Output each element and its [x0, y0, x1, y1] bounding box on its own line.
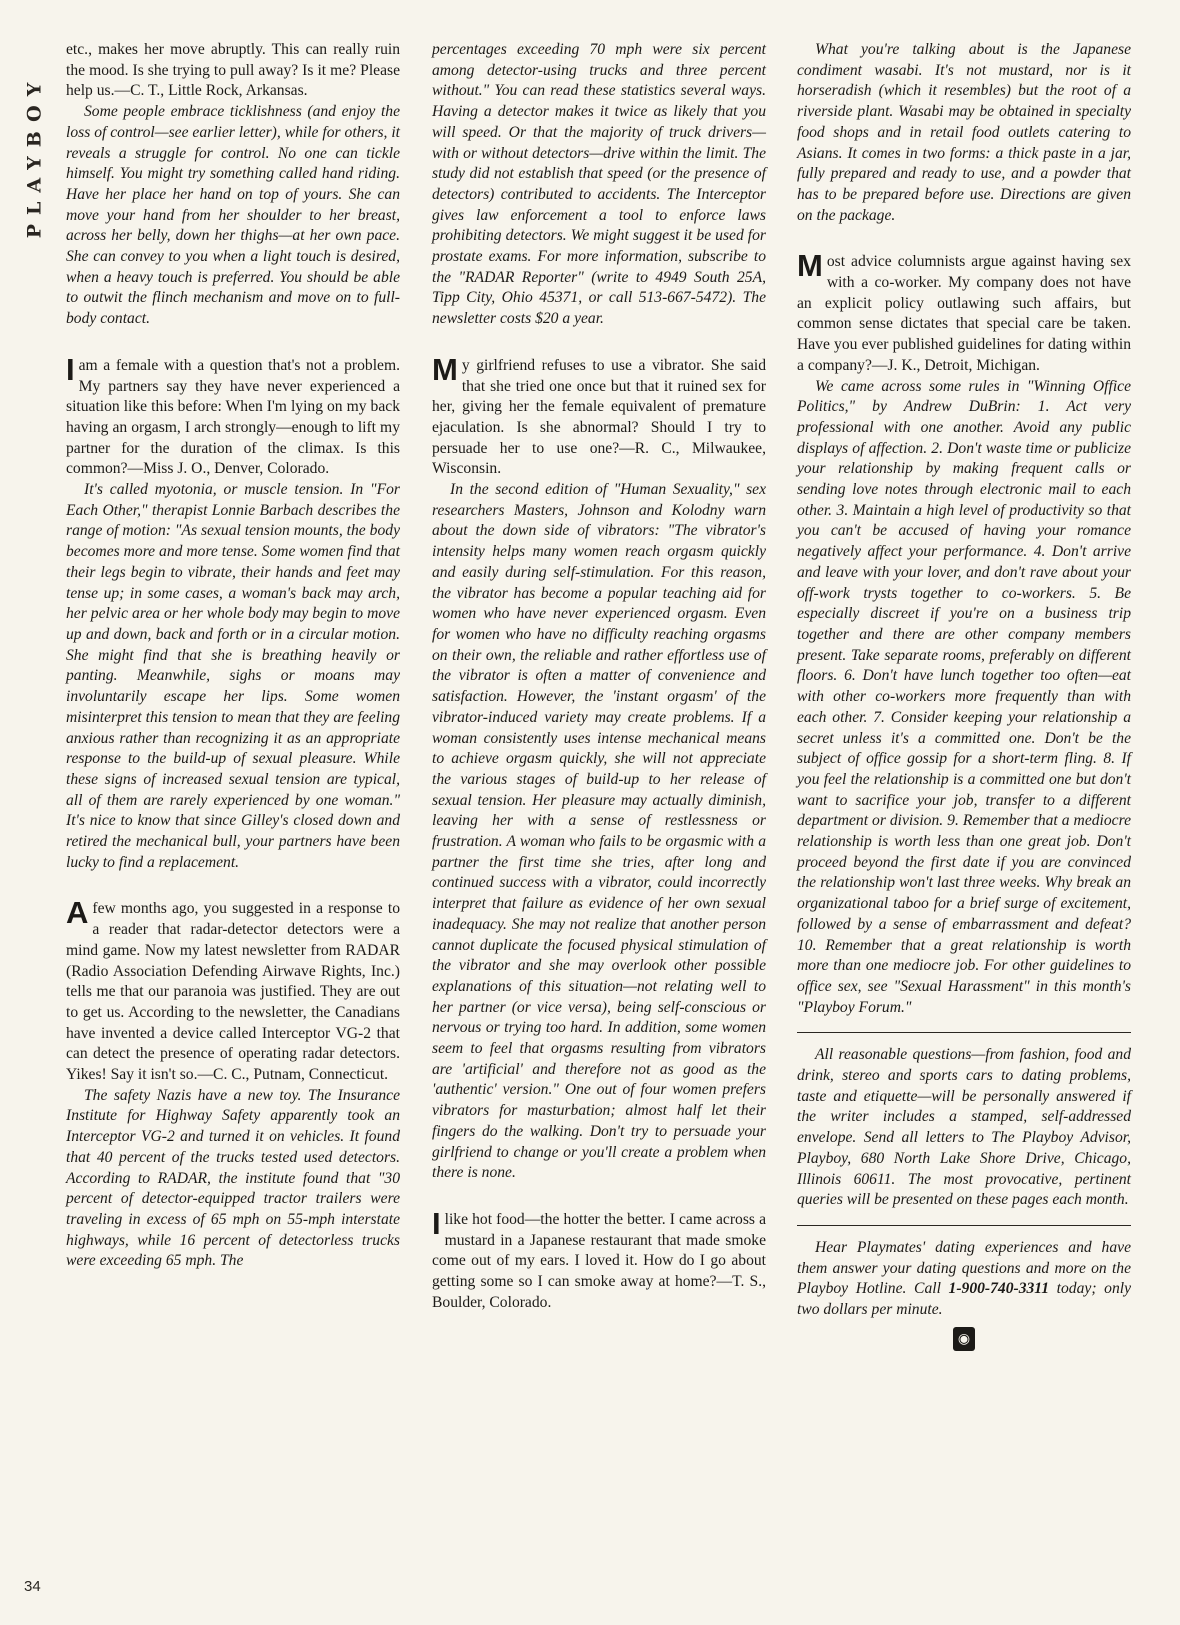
hotline-phone: 1-900-740-3311 — [948, 1280, 1050, 1298]
question-text: A few months ago, you suggested in a response to a reader that radar-detector detectors were a mind game. Now my latest newsletter from RADAR (Radio Association Defending Airwave Rights, Inc.) tells me that our paranoia was justified. They are out to get us. According to the newsletter, the Canadians have invented a device called Interceptor VG-2 that can detect the presence of operating radar detectors. Yikes! Say it isn't so.—C. C., Putnam, Connecticut. — [66, 895, 400, 1084]
drop-cap: I — [66, 351, 75, 387]
divider — [797, 1032, 1131, 1033]
answer-text: Some people embrace ticklishness (and enjoy the loss of control—see earlier letter), while for others, it reveals a struggle for control. No one can tickle himself. You might try something called hand riding. Have her place her hand on top of yours. She can move your hand from her shoulder to her breast, across her belly, down her thighs—at her own pace. She can convey to you when a light touch is desired, when a heavy touch is preferred. You should be able to outwit the flinch mechanism and move on to full-body contact. — [66, 103, 400, 328]
divider — [797, 1225, 1131, 1226]
magazine-side-label — [22, 36, 46, 276]
question-text: I am a female with a question that's not a problem. My partners say they have never experienced a situation like this before: When I'm lying on my back having an orgasm, I arch strongly—enough to lift my partner for the duration of the climax. Is this common?—Miss J. O., Denver, Colorado. — [66, 351, 400, 478]
question-text: My girlfriend refuses to use a vibrator. She said that she tried one once but that it ruined sex for her, giving her the female equivalent of premature ejaculation. Is she abnormal? Should I try to persuade her to use one?—R. C., Milwaukee, Wisconsin. — [432, 351, 766, 478]
answer-text: We came across some rules in "Winning Office Politics," by Andrew DuBrin: 1. Act very professional with one another. Avoid any public displays of affection. 2. Don't waste time or publicize your relationship by making frequent calls or sending love notes through electronic mail to each other. 3. Maintain a high level of productivity so that you can't be accused of having your romance negatively affect your performance. 4. Don't arrive and leave with your lover, and don't rave about your off-work trysts together to co-workers. 5. Be especially discreet if you're on a business trip together and there are other company members present. Take separate rooms, preferably on different floors. 6. Don't have lunch together too often—eat with other co-workers more frequently than with each other. 7. Consider keeping your relationship a secret unless it's a committed one. Don't be the subject of office gossip for a short-term fling. 8. If you feel the relationship is a committed one but don't want to sacrifice your job, transfer to a different department or division. 9. Remember that a mediocre relationship is worth less than one great job. Don't proceed beyond the first date if you are convinced the relationship won't last three weeks. Why break an organizational taboo for a brief surge of excitement, followed by a sense of embarrassment and defeat? 10. Remember that a great relationship is worth more than one mediocre job. For other guidelines to office sex, see "Sexual Harassment" in this month's "Playboy Forum." — [797, 377, 1131, 1016]
answer-text: What you're talking about is the Japanese condiment wasabi. It's not mustard, nor is it horseradish (which it resembles) but the root of a riverside plant. Wasabi may be obtained in specialty food shops and in retail food outlets catering to Asians. It comes in two forms: a thick paste in a jar, fully prepared and ready to use, and a powder that has to be prepared before use. Directions are given on the package. — [797, 41, 1131, 224]
answer-text: percentages exceeding 70 mph were six percent among detector-using trucks and three percent without." You can read these statistics several ways. Having a detector makes it twice as likely that you will speed. Or that the majority of truck drivers—with or without detectors—drive within the limit. The study did not establish that speed (or the presence of detectors) contributed to accidents. The Interceptor gives law enforcement a tool to enforce laws prohibiting detectors. We might suggest it be used for prostate exams. For more information, subscribe to the "RADAR Reporter" (write to 4949 South 25A, Tipp City, Ohio 45371, or call 513-667-5472). The newsletter costs $20 a year. — [432, 41, 766, 328]
column-2 — [432, 40, 766, 1313]
drop-cap: M — [432, 351, 458, 387]
hotline-box: Hear Playmates' dating experiences and have them answer your dating questions and more on the Playboy Hotline. Call 1-900-740-3311 today; only two dollars per minute. — [797, 1238, 1131, 1319]
drop-cap: I — [432, 1205, 441, 1241]
rabbit-logo-icon: ◉ — [953, 1327, 975, 1351]
column-3 — [797, 40, 1131, 1351]
question-text: etc., makes her move abruptly. This can really ruin the mood. Is she trying to pull away? Is it me? Please help us.—C. T., Little Rock, Arkansas. — [66, 41, 400, 100]
question-text: I like hot food—the hotter the better. I came across a mustard in a Japanese restaurant that made smoke come out of my ears. I loved it. How do I go about getting some so I can smoke away at home?—T. S., Boulder, Colorado. — [432, 1205, 766, 1311]
answer-text: The safety Nazis have a new toy. The Insurance Institute for Highway Safety apparently took an Interceptor VG-2 and turned it on vehicles. It found that 40 percent of the trucks tested used detectors. According to RADAR, the institute found that "30 percent of detector-equipped tractor trailers were traveling in excess of 65 mph on 55-mph interstate highways, while 16 percent of detectorless trucks were exceeding 65 mph. The — [66, 1086, 400, 1270]
drop-cap: M — [797, 248, 823, 284]
drop-cap: A — [66, 895, 89, 931]
question-text: Most advice columnists argue against having sex with a co-worker. My company does not have an explicit policy outlawing such affairs, but common sense dictates that special care be taken. Have you ever published guidelines for dating within a company?—J. K., Detroit, Michigan. — [797, 248, 1131, 374]
page-number: 34 — [24, 1578, 41, 1595]
column-1 — [66, 40, 400, 1272]
answer-text: In the second edition of "Human Sexuality," sex researchers Masters, Johnson and Kolodny warn about the down side of vibrators: "The vibrator's intensity helps many women reach orgasm quickly and easily during self-stimulation. For this reason, the vibrator has become a popular teaching aid for women who have never experienced orgasm. Even for women who have no difficulty reaching orgasms on their own, the reliable and rather effortless use of the vibrator is often a matter of convenience and satisfaction. However, the 'instant orgasm' of the vibrator-induced variety may create problems. If a woman consistently uses intense mechanical means to achieve orgasm quickly, she will not appreciate the various stages of build-up to her release of sexual tension. Her pleasure may actually diminish, leaving her with a sense of restlessness or frustration. A woman who fails to be orgasmic with a partner the first time she tries, after long and continued success with a vibrator, could incorrectly interpret that failure as evidence of her own sexual inadequacy. She may not realize that another person cannot duplicate the focused physical stimulation of the vibrator and she may overlook other possible explanations of this situation—not relating well to her partner (or vice versa), being self-conscious or nervous or trying too hard. In addition, some women seem to feel that orgasms resulting from vibrators are 'artificial' and therefore not as good as the 'authentic' version." One out of four women prefers vibrators for masturbation; almost half let their fingers do the walking. Don't try to persuade your girlfriend to change or you'll create a problem when there is none. — [432, 481, 766, 1182]
advisor-info-box: All reasonable questions—from fashion, food and drink, stereo and sports cars to dating problems, taste and etiquette—will be personally answered if the writer includes a stamped, self-addressed envelope. Send all letters to The Playboy Advisor, Playboy, 680 North Lake Shore Drive, Chicago, Illinois 60611. The most provocative, pertinent queries will be presented on these pages each month. — [797, 1046, 1131, 1209]
answer-text: It's called myotonia, or muscle tension. In "For Each Other," therapist Lonnie Barbach describes the range of motion: "As sexual tension mounts, the body becomes more and more tense. Some women find that their legs begin to vibrate, their hands and feet may tense up; in some cases, a woman's back may arch, her pelvic area or her whole body may begin to move up and down, back and forth or in a circular motion. She might find that she is breathing heavily or panting. Meanwhile, sighs or moans may involuntarily escape her lips. Some women misinterpret this tension to mean that they are feeling anxious rather than recognizing it as an appropriate response to the build-up of sexual pleasure. While these signs of increased sexual tension are typical, all of them are rarely experienced by one woman." It's nice to know that since Gilley's closed down and retired the mechanical bull, your partners have been lucky to find a replacement. — [66, 481, 400, 871]
magazine-name: PLAYBOY — [23, 73, 45, 239]
